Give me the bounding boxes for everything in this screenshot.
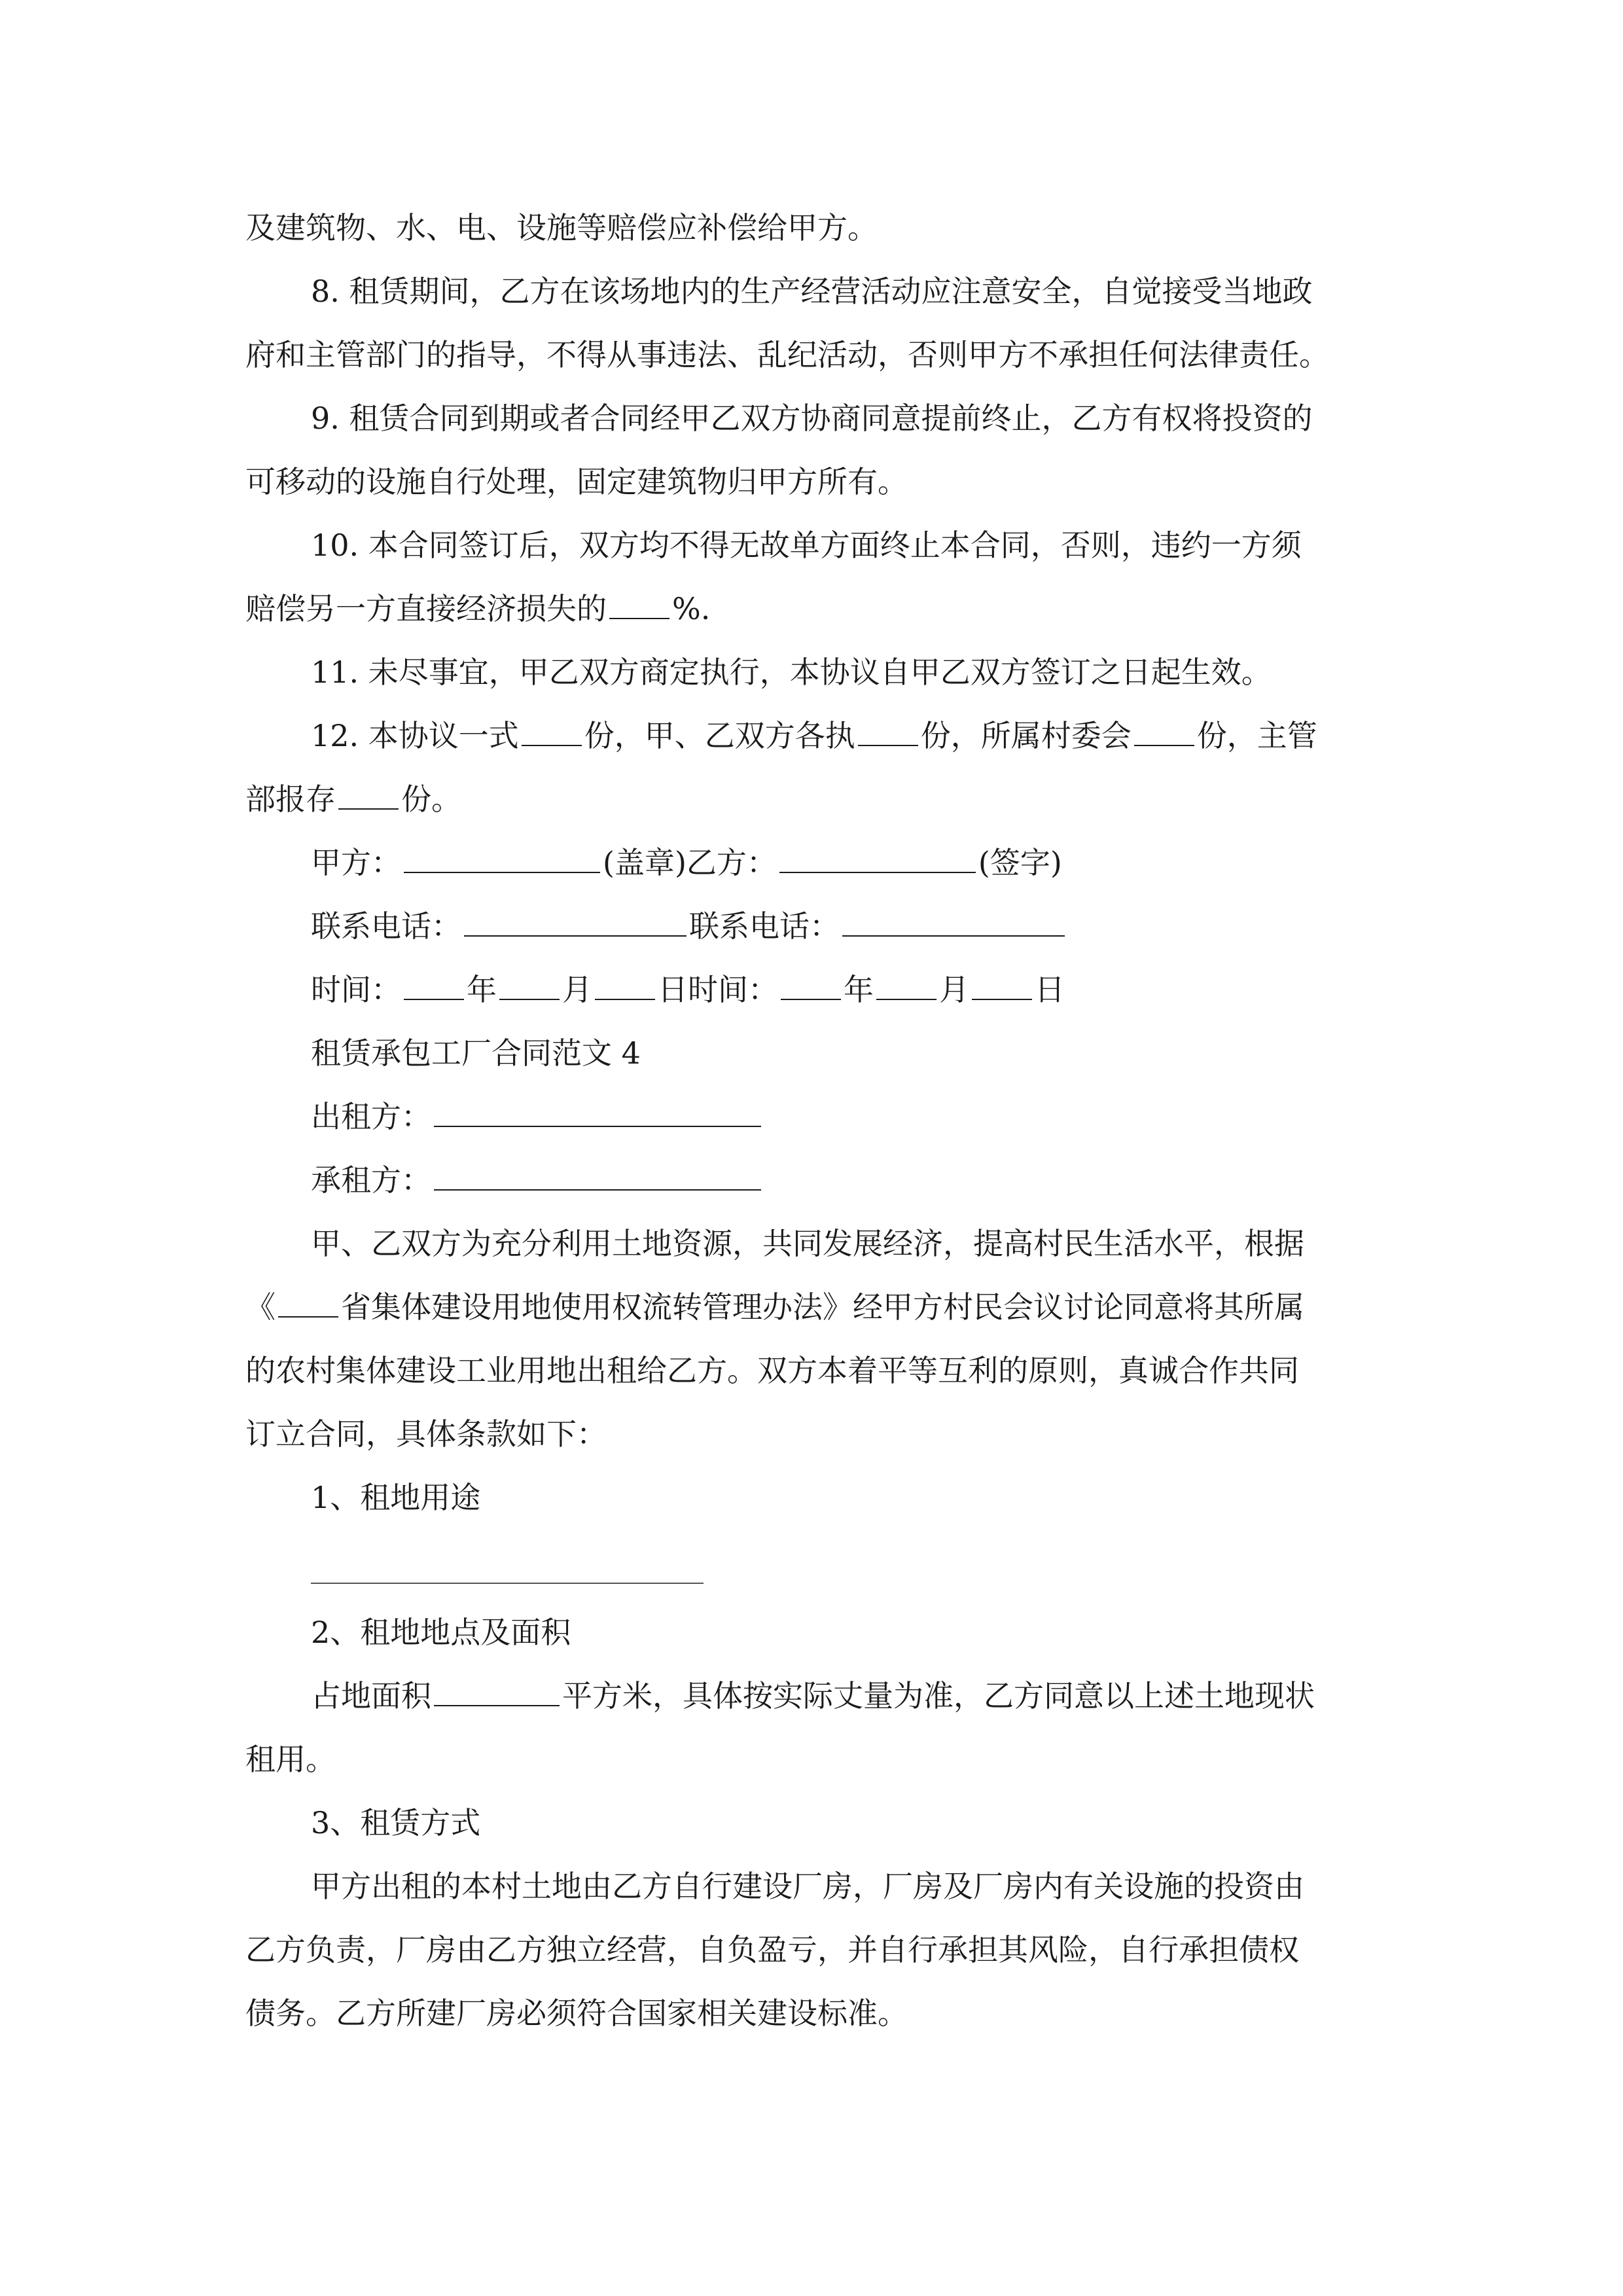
blank-field (404, 970, 464, 1000)
blank-field (434, 1676, 560, 1706)
lessor-line: 出租方： (311, 1097, 1384, 1136)
blank-field (434, 1097, 761, 1127)
preamble-line-3: 的农村集体建设工业用地出租给乙方。双方本着平等互利的原则，真诚合作共同 (245, 1353, 1299, 1388)
item-3-line-2: 乙方负责，厂房由乙方独立经营，自负盈亏，并自行承担其风险，自行承担债权 (245, 1932, 1299, 1967)
blank-rule (311, 1583, 704, 1584)
preamble-line-2: 《 省集体建设用地使用权流转管理办法》经甲方村民会议讨论同意将其所属 (245, 1287, 1384, 1327)
blank-field (779, 843, 976, 873)
date-line: 时间： 年 月 日时间： 年 月 日 (311, 970, 1384, 1009)
blank-field (522, 716, 582, 746)
clause-12-line-1: 12. 本协议一式 份，甲、乙双方各执 份，所属村委会 份，主管 (311, 716, 1384, 755)
blank-field (464, 906, 687, 937)
blank-field (781, 970, 841, 1000)
item-1-heading: 1、租地用途 (311, 1480, 481, 1515)
blank-field (434, 1160, 761, 1191)
item-2-line-2: 租用。 (245, 1742, 336, 1777)
blank-field (404, 843, 600, 873)
item-2-heading: 2、租地地点及面积 (311, 1615, 571, 1650)
blank-field (338, 780, 399, 810)
blank-field (858, 716, 918, 746)
blank-field (499, 970, 560, 1000)
preamble-line-1: 甲、乙双方为充分利用土地资源，共同发展经济，提高村民生活水平，根据 (311, 1226, 1304, 1261)
phone-line: 联系电话： 联系电话： (311, 906, 1384, 946)
blank-field (842, 906, 1065, 937)
signature-line: 甲方： (盖章)乙方： (签字) (311, 843, 1384, 882)
preamble-line-4: 订立合同，具体条款如下： (245, 1416, 607, 1452)
clause-8-line-2: 府和主管部门的指导，不得从事违法、乱纪活动，否则甲方不承担任何法律责任。 (245, 337, 1329, 372)
item-3-line-3: 债务。乙方所建厂房必须符合国家相关建设标准。 (245, 1996, 908, 2031)
blank-field (595, 970, 655, 1000)
clause-11-line: 11. 未尽事宜，甲乙双方商定执行，本协议自甲乙双方签订之日起生效。 (311, 655, 1272, 690)
blank-field (972, 970, 1032, 1000)
blank-field (609, 589, 669, 619)
clause-12-line-2: 部报存 份。 (245, 780, 1384, 819)
clause-9-line-2: 可移动的设施自行处理，固定建筑物归甲方所有。 (245, 464, 908, 499)
text-line: 及建筑物、水、电、设施等赔偿应补偿给甲方。 (245, 210, 878, 245)
lessee-line: 承租方： (311, 1160, 1384, 1200)
clause-9-line-1: 9. 租赁合同到期或者合同经甲乙双方协商同意提前终止，乙方有权将投资的 (311, 401, 1313, 436)
blank-field (1134, 716, 1194, 746)
clause-10-line-2: 赔偿另一方直接经济损失的 %. (245, 589, 1384, 628)
item-2-line-1: 占地面积 平方米，具体按实际丈量为准，乙方同意以上述土地现状 (311, 1676, 1384, 1715)
clause-8-line-1: 8. 租赁期间，乙方在该场地内的生产经营活动应注意安全，自觉接受当地政 (311, 274, 1313, 309)
blank-field (876, 970, 936, 1000)
item-3-heading: 3、租赁方式 (311, 1805, 481, 1840)
blank-field (278, 1287, 338, 1318)
clause-10-line-1: 10. 本合同签订后，双方均不得无故单方面终止本合同，否则，违约一方须 (311, 528, 1302, 563)
section-title: 租赁承包工厂合同范文 4 (311, 1035, 641, 1071)
item-3-line-1: 甲方出租的本村土地由乙方自行建设厂房，厂房及厂房内有关设施的投资由 (311, 1869, 1304, 1904)
